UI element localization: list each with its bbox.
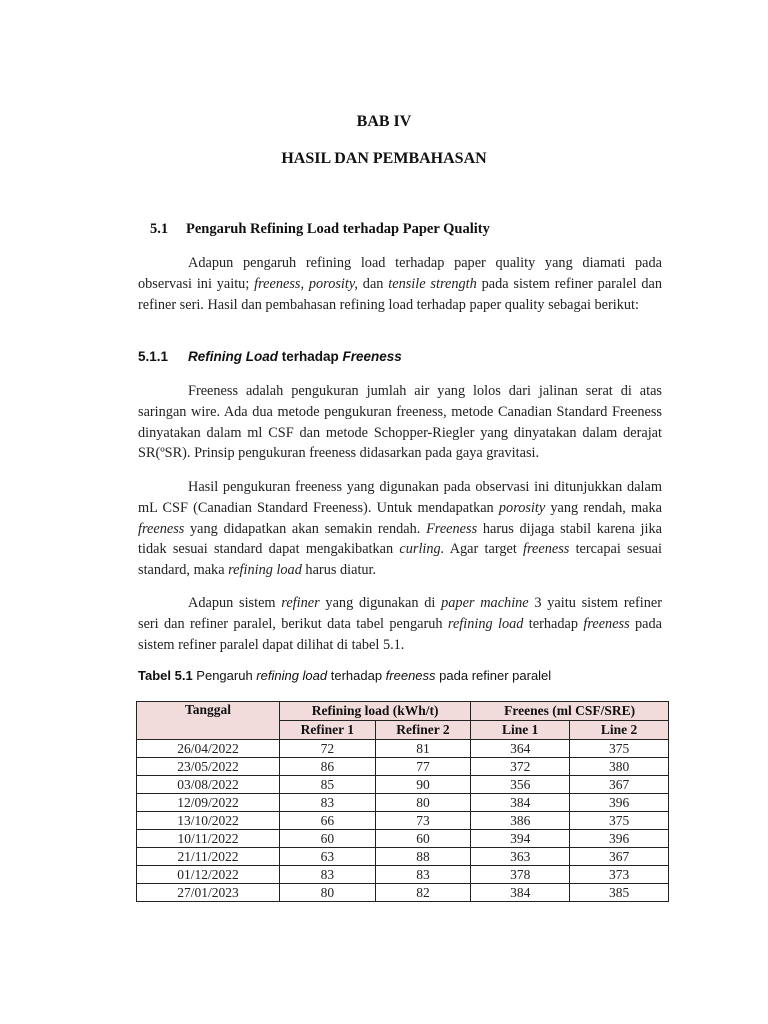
table-body [137, 740, 669, 902]
italic-term: refiner [281, 595, 320, 611]
cell-date: 27/01/2023 [137, 884, 280, 902]
text-run: yang digunakan di [319, 595, 442, 611]
italic-term: paper machine [441, 595, 529, 611]
cell-refiner-2: 88 [375, 848, 471, 866]
italic-term: porosity, [308, 275, 358, 292]
subsection-title-text: terhadap [278, 349, 343, 364]
italic-term: refining load [228, 562, 302, 579]
table-caption [138, 668, 551, 683]
cell-refiner-2: 60 [375, 830, 471, 848]
cell-date: 23/05/2022 [137, 758, 280, 776]
text-run: dan [357, 275, 389, 292]
table-header-row [137, 702, 669, 721]
cell-refiner-2: 80 [375, 794, 471, 812]
text-run: pada refiner paralel [435, 668, 552, 683]
cell-refiner-1: 83 [280, 866, 376, 884]
cell-line-2: 373 [570, 866, 669, 884]
cell-date: 10/11/2022 [137, 830, 280, 848]
paragraph-freeness-definition [138, 381, 662, 464]
text-run: yang rendah, maka [545, 499, 662, 516]
header-date: Tanggal [137, 702, 280, 740]
italic-term: freeness [385, 668, 436, 683]
cell-date: 01/12/2022 [137, 866, 280, 884]
cell-line-2: 367 [570, 848, 669, 866]
text-run: terhadap [523, 615, 584, 632]
cell-refiner-1: 85 [280, 776, 376, 794]
section-number: 5.1 [150, 221, 169, 237]
paragraph-intro [138, 253, 662, 315]
subsection-title-italic: Freeness [342, 349, 402, 364]
text-run: Hasil pengukuran freeness yang digunakan pada observasi ini ditunjukkan dalam mL CSF (Canadian Standard Freeness). Untuk mendapatkan [138, 479, 662, 516]
text-run: 3 yaitu sistem refiner seri dan refiner paralel, berikut data tabel pengaruh [138, 595, 662, 632]
cell-line-1: 386 [471, 812, 570, 830]
text-run: pada sistem refiner paralel dan refiner seri. Hasil dan pembahasan refining load terhadap paper quality sebagai berikut: [138, 275, 663, 313]
cell-line-1: 356 [471, 776, 570, 794]
cell-line-1: 363 [471, 848, 570, 866]
cell-refiner-1: 80 [280, 884, 376, 902]
table-row [137, 812, 669, 830]
text-run: harus dijaga stabil karena jika tidak sesuai standard dapat mengakibatkan [138, 520, 662, 558]
cell-refiner-2: 90 [375, 776, 471, 794]
cell-refiner-1: 60 [280, 830, 376, 848]
cell-line-1: 384 [471, 794, 570, 812]
italic-term: porosity [498, 499, 546, 516]
header-refiner-2: Refiner 2 [375, 721, 471, 740]
table-label: Tabel 5.1 [138, 668, 193, 683]
text-run: terhadap [327, 668, 386, 683]
cell-date: 12/09/2022 [137, 794, 280, 812]
cell-line-2: 396 [570, 794, 669, 812]
cell-refiner-2: 73 [375, 812, 471, 830]
cell-line-2: 380 [570, 758, 669, 776]
italic-term: freeness [138, 520, 185, 537]
text-run: harus diatur. [301, 562, 377, 579]
cell-line-1: 372 [471, 758, 570, 776]
cell-line-1: 364 [471, 740, 570, 758]
text-run: Adapun pengaruh refining load terhadap paper quality yang diamati pada observasi ini yaitu; [138, 255, 662, 292]
cell-line-2: 396 [570, 830, 669, 848]
paragraph-freeness-measurement [138, 477, 662, 581]
section-heading [150, 221, 490, 238]
chapter-title: HASIL DAN PEMBAHASAN [281, 150, 487, 167]
table-row [137, 758, 669, 776]
cell-refiner-2: 77 [375, 758, 471, 776]
italic-term: freeness [523, 541, 570, 558]
table-row [137, 848, 669, 866]
cell-refiner-1: 63 [280, 848, 376, 866]
header-refiner-1: Refiner 1 [280, 721, 376, 740]
header-refining-load: Refining load (kWh/t) [280, 702, 471, 721]
italic-term: tensile strength [388, 275, 477, 292]
table-row [137, 830, 669, 848]
cell-refiner-1: 72 [280, 740, 376, 758]
italic-term: refining load [447, 615, 524, 632]
cell-refiner-2: 83 [375, 866, 471, 884]
text-run: yang didapatkan akan semakin rendah. [184, 520, 427, 537]
table-row [137, 794, 669, 812]
italic-term: freeness [583, 615, 630, 632]
italic-term: Freeness [426, 520, 478, 537]
subsection-number: 5.1.1 [138, 349, 169, 364]
italic-term: curling. [399, 541, 445, 558]
text-run: Freeness adalah pengukuran jumlah air yang lolos dari jalinan serat di atas saringan wire. Ada dua metode pengukuran freeness, metode Canadian Standard Freeness dinyatakan dalam ml CSF dan metode Schopper-Riegler yang dinyatakan dalam derajat SR(ºSR). Prinsip pengukuran freeness didasarkan pada gaya gravitasi. [138, 383, 662, 462]
chapter-number: BAB IV [356, 113, 412, 130]
cell-line-2: 375 [570, 740, 669, 758]
header-line-1: Line 1 [471, 721, 570, 740]
subsection-title-italic: Refining Load [188, 349, 278, 364]
cell-refiner-1: 83 [280, 794, 376, 812]
cell-line-2: 367 [570, 776, 669, 794]
header-freeness: Freenes (ml CSF/SRE) [471, 702, 669, 721]
table-row [137, 740, 669, 758]
subsection-heading [138, 349, 402, 364]
cell-refiner-1: 86 [280, 758, 376, 776]
cell-line-2: 385 [570, 884, 669, 902]
section-title: Pengaruh Refining Load terhadap Paper Quality [186, 221, 490, 237]
paragraph-refiner-system [138, 593, 662, 655]
text-run: Pengaruh [192, 668, 257, 683]
text-run: Adapun sistem [188, 595, 282, 611]
cell-line-1: 378 [471, 866, 570, 884]
table-row [137, 884, 669, 902]
text-run: tercapai sesuai standard, maka [138, 541, 662, 579]
cell-date: 03/08/2022 [137, 776, 280, 794]
header-line-2: Line 2 [570, 721, 669, 740]
text-run: Agar target [444, 541, 524, 558]
cell-refiner-1: 66 [280, 812, 376, 830]
cell-refiner-2: 81 [375, 740, 471, 758]
cell-line-1: 394 [471, 830, 570, 848]
cell-line-2: 375 [570, 812, 669, 830]
italic-term: refining load [256, 668, 328, 683]
text-run: pada sistem refiner paralel dapat dilihat di tabel 5.1. [138, 615, 663, 653]
cell-date: 13/10/2022 [137, 812, 280, 830]
cell-refiner-2: 82 [375, 884, 471, 902]
table-row [137, 866, 669, 884]
text-run: , [300, 275, 309, 292]
refining-load-table [136, 701, 669, 902]
cell-line-1: 384 [471, 884, 570, 902]
table-row [137, 776, 669, 794]
cell-date: 21/11/2022 [137, 848, 280, 866]
cell-date: 26/04/2022 [137, 740, 280, 758]
italic-term: freeness [254, 275, 301, 292]
